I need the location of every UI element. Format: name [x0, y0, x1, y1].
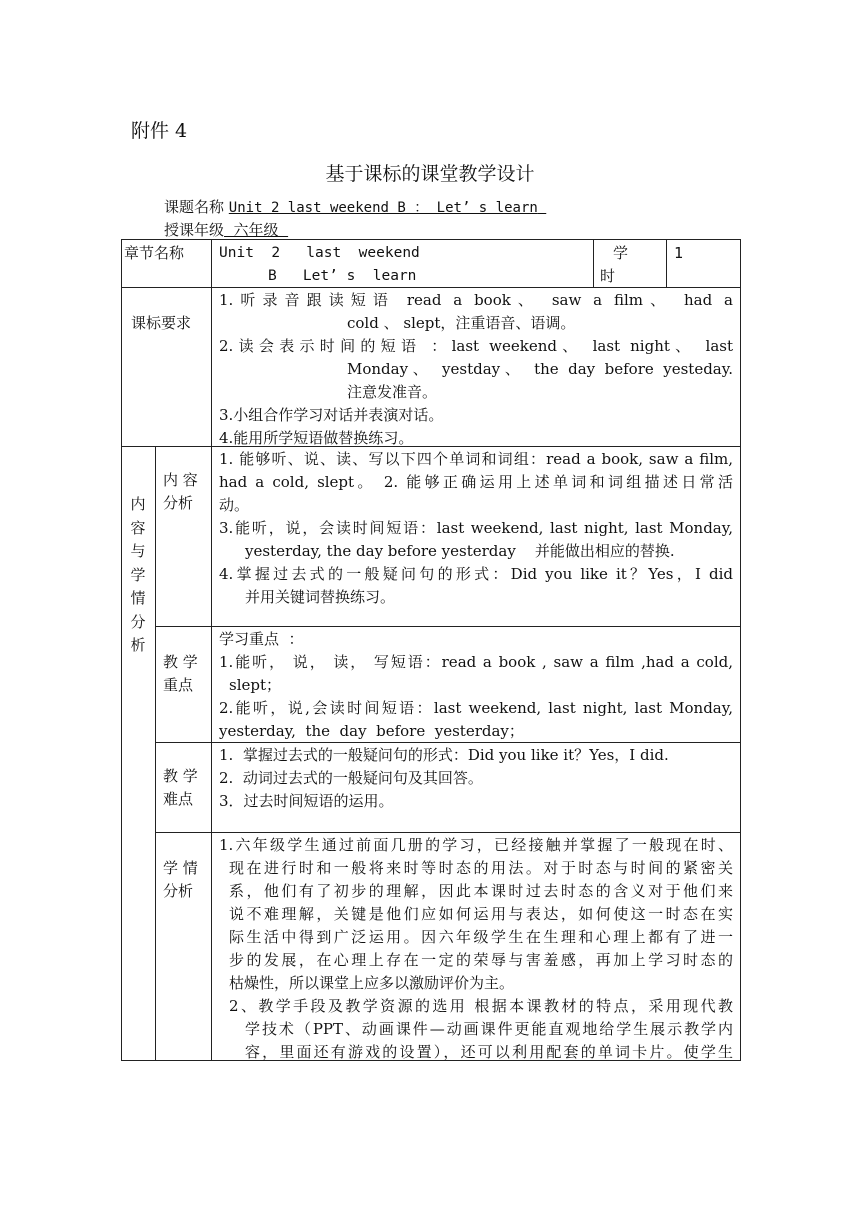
- chapter-name: [219, 242, 589, 288]
- vertical-char: 学: [130, 565, 146, 584]
- label-line: 内 容: [163, 471, 198, 489]
- table-border-left: [121, 239, 122, 1061]
- grade-line: [164, 219, 288, 240]
- table-rule: [155, 626, 741, 627]
- label-line: 难点: [163, 790, 194, 808]
- table-rule: [666, 239, 667, 287]
- learner-line: 枯燥性，所以课堂上应多以激励评价为主。: [229, 974, 515, 992]
- learner-line: 现在进行时和一般将来时等时态的用法。对于时态与时间的紧密关: [229, 859, 733, 877]
- table-border-right: [740, 239, 741, 1061]
- course-name-line: [164, 196, 546, 217]
- focus-line: yesterday, the day before yesterday；: [219, 722, 524, 740]
- content-line: 3.能听，说，会读时间短语：last weekend, last night, last Monday,: [219, 519, 733, 537]
- hours-label-char: 学: [613, 244, 629, 262]
- content-line: had a cold, slept。 2. 能够正确运用上述单词和词组描述日常活: [219, 473, 733, 491]
- teaching-focus: [219, 628, 733, 743]
- teaching-difficulty-label: [163, 765, 198, 811]
- standards-line: 3.小组合作学习对话并表演对话。: [219, 406, 444, 424]
- content-line: 并用关键词替换练习。: [245, 588, 396, 606]
- standards-line: 4.能用所学短语做替换练习。: [219, 429, 414, 447]
- learner-line: 学技术（PPT、动画课件—动画课件更能直观地给学生展示教学内: [245, 1020, 733, 1038]
- standards-line: cold 、 slept，注重语音、语调。: [347, 314, 576, 332]
- standards-label: 课标要求: [131, 314, 192, 332]
- learner-line: 说不难理解，关键是他们应如何运用与表达，如何使这一时态在实: [229, 905, 733, 923]
- focus-line: 2.能听，说,会读时间短语：last weekend, last night, last Monday,: [219, 699, 733, 717]
- course-name-value: Unit 2 last weekend B ： Let’ s learn: [228, 200, 538, 216]
- label-line: 分析: [163, 494, 194, 512]
- table-rule: [155, 832, 741, 833]
- chapter-line: B Let’ s learn: [268, 268, 417, 284]
- attachment-label: 附件 4: [131, 120, 188, 142]
- learner-line: 系，他们有了初步的理解，因此本课时过去时态的含义对于他们来: [229, 882, 733, 900]
- content-line: 4.掌握过去式的一般疑问句的形式：Did you like it？Yes，I did: [219, 565, 733, 583]
- learner-line: 2、教学手段及教学资源的选用 根据本课教材的特点，采用现代教: [229, 997, 733, 1015]
- standards-line: 1.听录音跟读短语 read a book、 saw a film、 had a: [219, 291, 733, 309]
- standards-content: [219, 289, 733, 450]
- teaching-focus-label: [163, 651, 198, 697]
- learner-analysis: [219, 834, 733, 1064]
- content-analysis: [219, 448, 733, 609]
- label-line: 学 情: [163, 859, 198, 877]
- learner-line: 1.六年级学生通过前面几册的学习，已经接触并掌握了一般现在时、: [219, 836, 733, 854]
- difficulty-line: 3．过去时间短语的运用。: [219, 792, 394, 810]
- hours-label: [600, 242, 629, 288]
- difficulty-line: 2. 动词过去式的一般疑问句及其回答。: [219, 769, 483, 787]
- teaching-difficulty: [219, 744, 733, 813]
- difficulty-line: 1. 掌握过去式的一般疑问句的形式：Did you like it？Yes，I did.: [219, 746, 669, 764]
- learner-line: 步的发展，在心理上存在一定的荣辱与害羞感，再加上学习时态的: [229, 951, 733, 969]
- vertical-char: 分: [130, 612, 146, 631]
- table-rule: [593, 239, 594, 287]
- vertical-char: 容: [130, 518, 146, 537]
- learner-line: 容，里面还有游戏的设置），还可以利用配套的单词卡片。使学生: [245, 1043, 733, 1061]
- content-and-learner-analysis-label: [129, 493, 147, 658]
- content-line: 动。: [219, 496, 250, 514]
- vertical-char: 与: [130, 542, 146, 560]
- vertical-char: 情: [130, 589, 146, 607]
- course-name-underline-tail: [538, 200, 546, 216]
- table-rule: [211, 239, 212, 1061]
- standards-line: Monday、 yestday、 the day before yesteday.: [347, 360, 733, 378]
- document-title: 基于课标的课堂教学设计: [325, 163, 535, 185]
- focus-line: 学习重点 ：: [219, 630, 304, 648]
- table-rule: [155, 446, 156, 1061]
- label-line: 教 学: [163, 653, 198, 671]
- hours-value: 1: [674, 244, 684, 262]
- learner-line: 际生活中得到广泛运用。因六年级学生在生理和心理上都有了进一: [229, 928, 733, 946]
- table-border-top: [121, 239, 741, 240]
- vertical-char: 析: [130, 636, 146, 654]
- focus-line: slept；: [229, 676, 282, 694]
- content-analysis-label: [163, 469, 198, 515]
- grade-label: 授课年级: [164, 221, 225, 239]
- hours-label-char: 时: [600, 267, 616, 285]
- course-name-label: 课题名称: [164, 198, 225, 216]
- standards-line: 2.读会表示时间的短语 ：last weekend、 last night、 last: [219, 337, 733, 355]
- content-line: 1. 能够听、说、读、写以下四个单词和词组：read a book, saw a film,: [219, 450, 733, 468]
- label-line: 重点: [163, 676, 194, 694]
- label-line: 教 学: [163, 767, 198, 785]
- content-line: yesterday, the day before yesterday 并能做出相应的替换.: [245, 542, 675, 560]
- vertical-char: 内: [130, 495, 146, 513]
- grade-value: 六年级: [224, 221, 289, 239]
- chapter-label: 章节名称: [124, 244, 185, 262]
- label-line: 分析: [163, 882, 194, 900]
- learner-analysis-label: [163, 857, 198, 903]
- standards-line: 注意发准音。: [347, 383, 438, 401]
- focus-line: 1.能听， 说， 读， 写短语：read a book , saw a film ,had a cold,: [219, 653, 733, 671]
- chapter-line: Unit 2 last weekend: [219, 245, 420, 261]
